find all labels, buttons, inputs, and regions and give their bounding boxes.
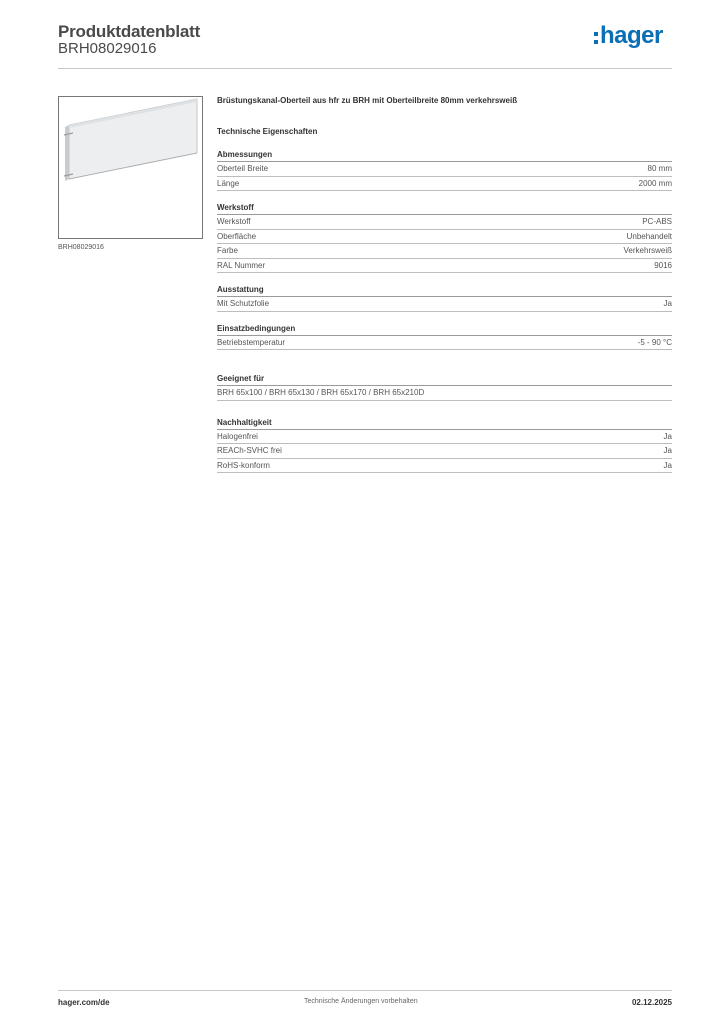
spec-row [217, 444, 672, 459]
spec-label: Halogenfrei [217, 431, 258, 441]
spec-row [217, 459, 672, 474]
header-divider [58, 68, 672, 69]
section-geeignet-fuer [217, 374, 672, 401]
image-caption: BRH08029016 [58, 244, 104, 251]
section-title: Ausstattung [217, 285, 672, 297]
spec-row [217, 297, 672, 312]
footer-divider [58, 990, 672, 991]
spec-value: Verkehrsweiß [623, 246, 672, 256]
section-werkstoff [217, 203, 672, 273]
product-number: BRH08029016 [58, 40, 157, 57]
footer-disclaimer: Technische Änderungen vorbehalten [304, 998, 418, 1005]
spec-label: Oberteil Breite [217, 164, 269, 174]
spec-value: 9016 [654, 260, 672, 270]
spec-value: 80 mm [647, 164, 672, 174]
footer-date: 02.12.2025 [631, 998, 672, 1007]
spec-value: -5 - 90 °C [637, 337, 672, 347]
spec-value: Ja [663, 299, 672, 309]
spec-label: Mit Schutzfolie [217, 299, 270, 309]
cable-duct-cover-icon [59, 97, 202, 238]
spec-label: BRH 65x100 / BRH 65x130 / BRH 65x170 / BRH 65x210D [217, 388, 425, 398]
section-ausstattung [217, 285, 672, 312]
spec-label: REACh-SVHC frei [217, 446, 282, 456]
spec-value: Ja [663, 460, 672, 470]
technical-properties-heading: Technische Eigenschaften [217, 127, 318, 136]
product-image [58, 96, 203, 239]
spec-row [217, 336, 672, 351]
section-title: Abmessungen [217, 150, 672, 162]
section-abmessungen [217, 150, 672, 191]
section-title: Werkstoff [217, 203, 672, 215]
spec-row [217, 244, 672, 259]
spec-value: Unbehandelt [626, 231, 672, 241]
spec-row [217, 430, 672, 445]
spec-label: Betriebstemperatur [217, 337, 286, 347]
spec-row [217, 259, 672, 274]
spec-value: 2000 mm [638, 178, 672, 188]
footer-website-link[interactable]: hager.com/de [58, 998, 110, 1007]
section-nachhaltigkeit [217, 418, 672, 474]
spec-label: Oberfläche [217, 231, 257, 241]
section-einsatzbedingungen [217, 324, 672, 351]
spec-row [217, 162, 672, 177]
product-description: Brüstungskanal-Oberteil aus hfr zu BRH mit Oberteilbreite 80mm verkehrsweiß [217, 96, 518, 105]
spec-value: Ja [663, 431, 672, 441]
logo-text: hager [600, 22, 663, 49]
spec-row [217, 215, 672, 230]
specifications [217, 96, 672, 485]
hager-logo [594, 24, 663, 48]
spec-row [217, 230, 672, 245]
spec-label: RAL Nummer [217, 260, 266, 270]
spec-value: Ja [663, 446, 672, 456]
spec-row [217, 177, 672, 192]
section-title: Einsatzbedingungen [217, 324, 672, 336]
section-title: Geeignet für [217, 374, 672, 386]
spec-value: PC-ABS [642, 217, 672, 227]
page-title: Produktdatenblatt [58, 22, 201, 41]
spec-label: RoHS-konform [217, 460, 270, 470]
spec-label: Werkstoff [217, 217, 251, 227]
spec-row [217, 386, 672, 401]
spec-label: Farbe [217, 246, 238, 256]
section-title: Nachhaltigkeit [217, 418, 672, 430]
spec-label: Länge [217, 178, 240, 188]
logo-dots-icon [594, 32, 598, 44]
